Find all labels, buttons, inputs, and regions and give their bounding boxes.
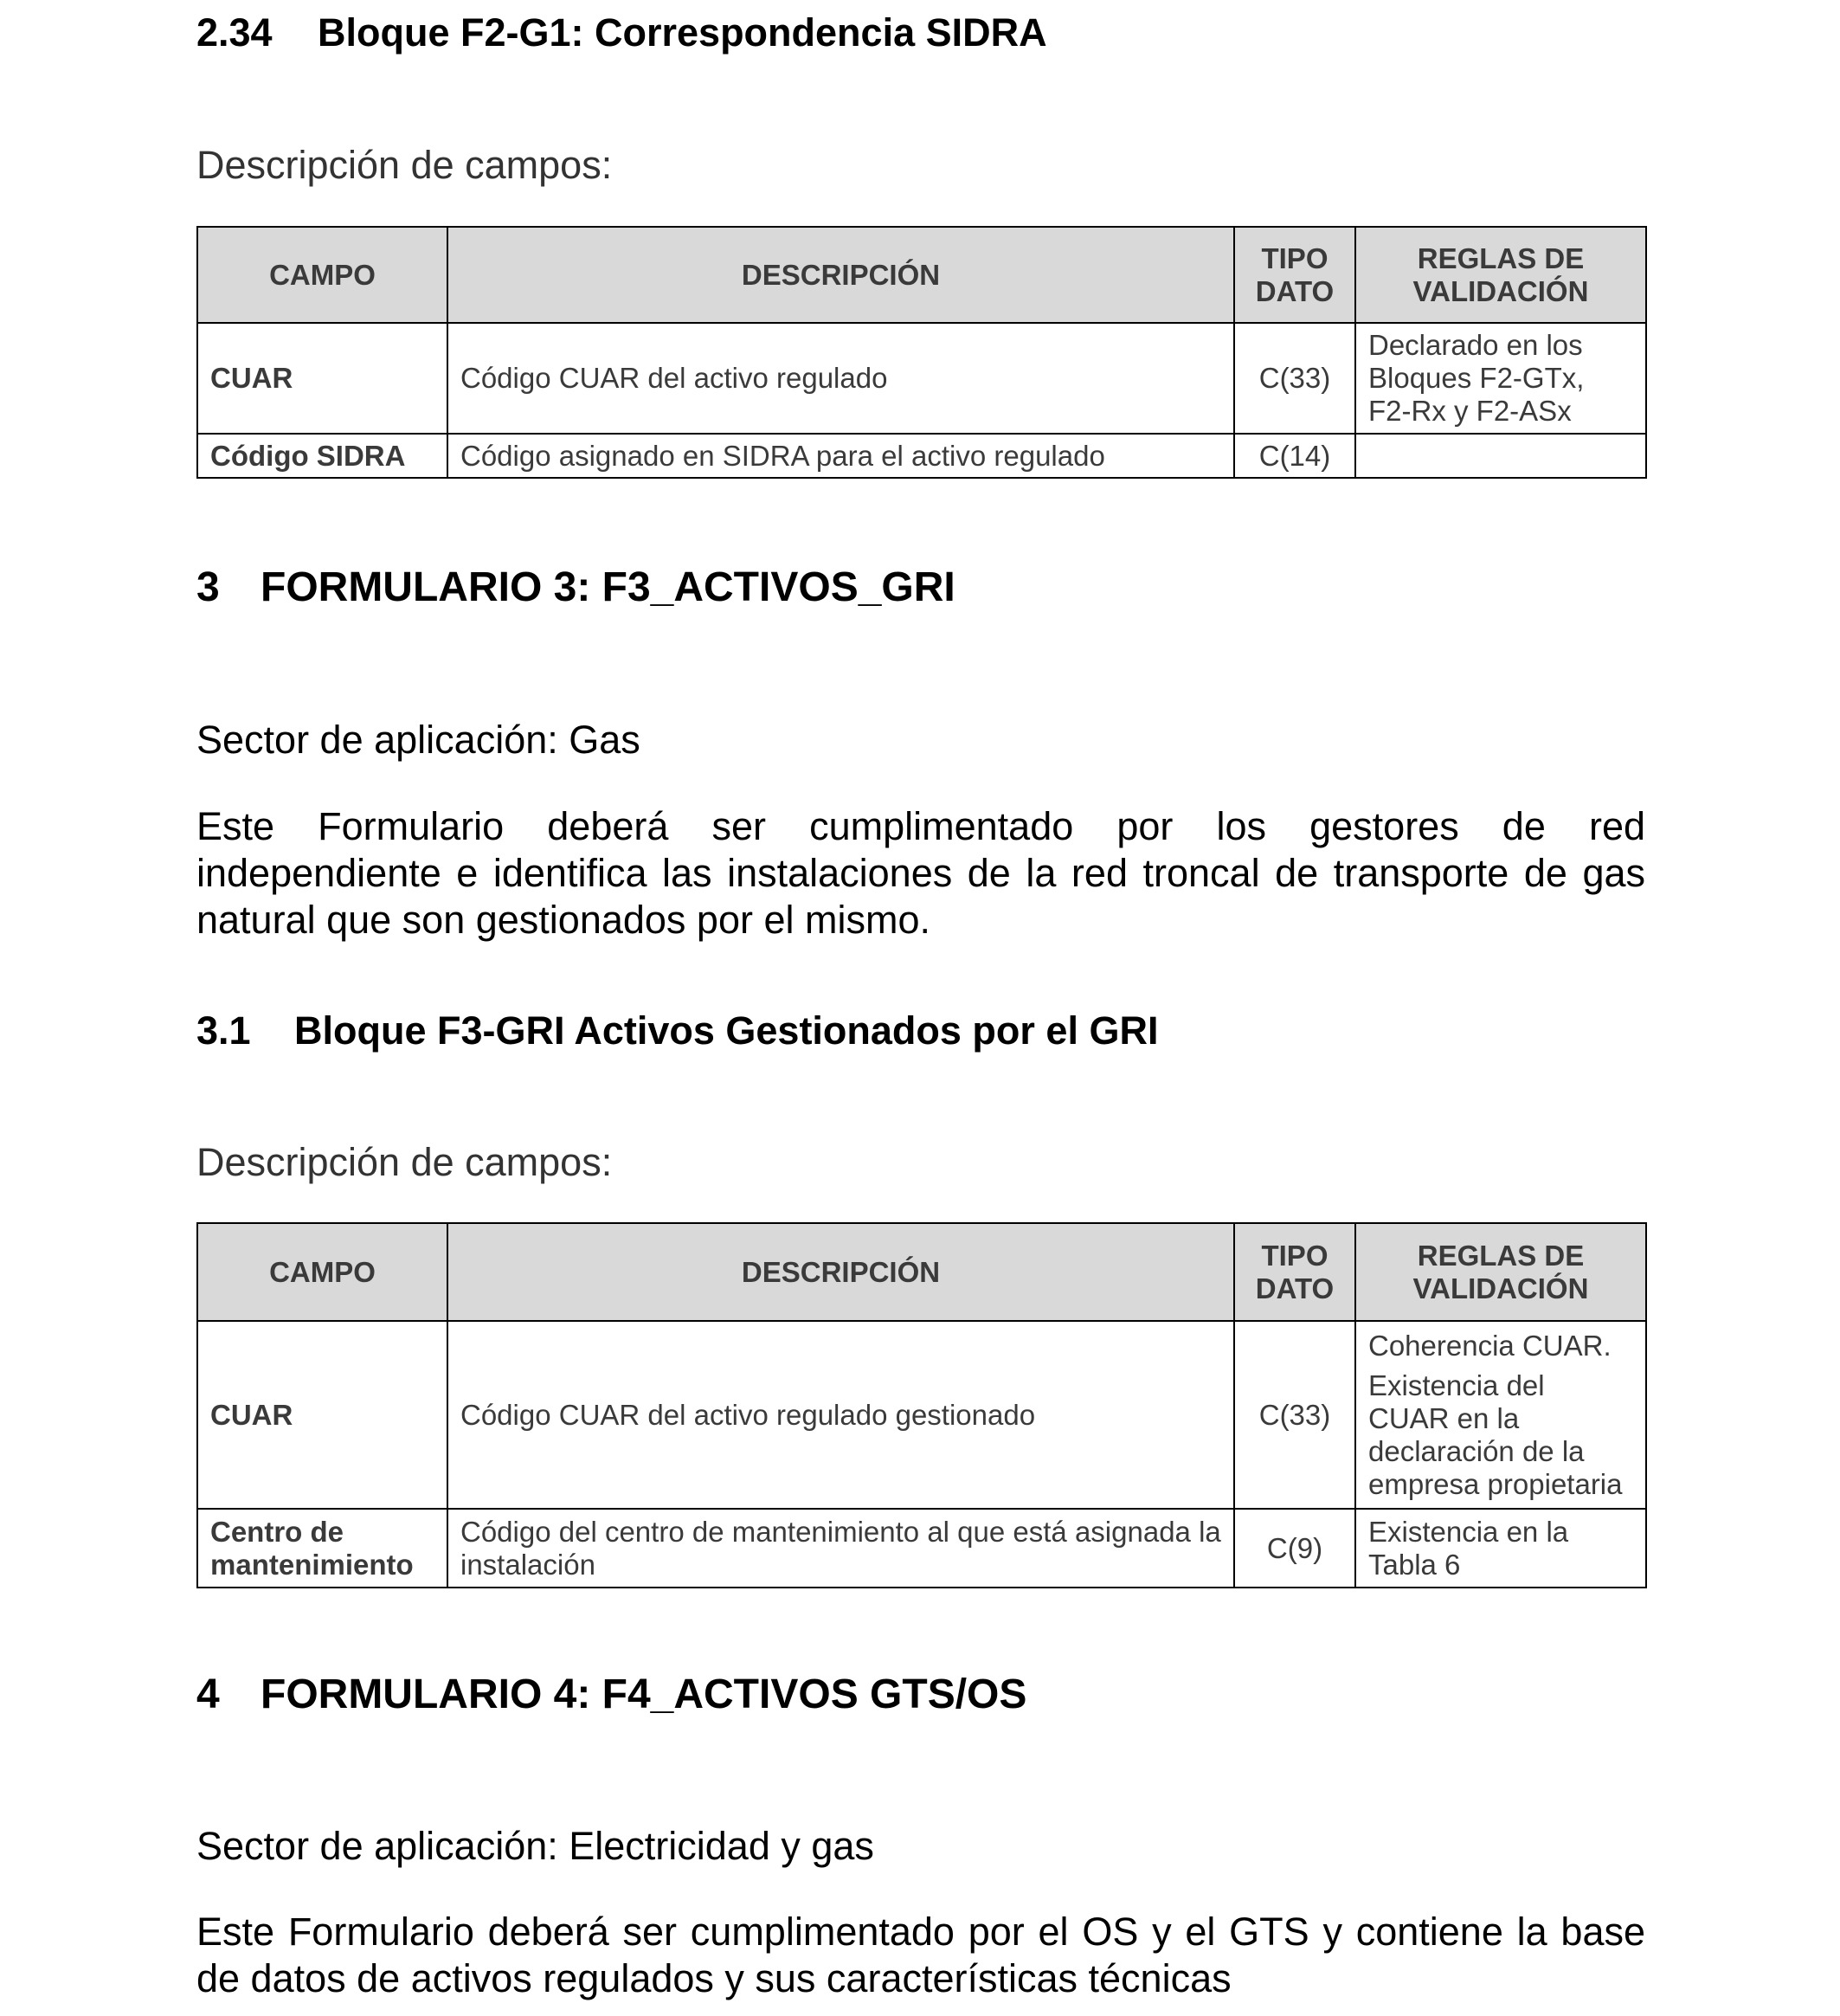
cell-descripcion: Código asignado en SIDRA para el activo regulado [447, 434, 1234, 478]
section-number: 4 [196, 1671, 220, 1717]
section-title: FORMULARIO 4: F4_ACTIVOS GTS/OS [261, 1671, 1027, 1717]
section-heading-3-1 [196, 1008, 1159, 1053]
cell-descripcion: Código CUAR del activo regulado [447, 323, 1234, 434]
table-row [197, 1321, 1646, 1509]
table-row [197, 1509, 1646, 1588]
section-number: 2.34 [196, 10, 273, 55]
table-header-row [197, 227, 1646, 323]
header-descripcion: DESCRIPCIÓN [447, 1223, 1234, 1321]
paragraph-line: independiente e identifica las instalaciones de la red troncal de transporte de gas [196, 851, 1645, 895]
header-descripcion: DESCRIPCIÓN [447, 227, 1234, 323]
cell-descripcion: Código CUAR del activo regulado gestionado [447, 1321, 1234, 1509]
fields-table-f2-g1 [196, 226, 1647, 479]
validation-rule: Declarado en los Bloques F2-GTx, F2-Rx y F2-ASx [1368, 329, 1585, 427]
section-heading-3 [196, 564, 955, 610]
cell-tipo: C(14) [1234, 434, 1355, 478]
validation-rule: Existencia del CUAR en la declaración de la empresa propietaria [1368, 1369, 1623, 1500]
sector-text-4: Sector de aplicación: Electricidad y gas [196, 1824, 874, 1868]
cell-campo: CUAR [197, 1321, 447, 1509]
cell-reglas [1355, 323, 1646, 434]
header-reglas: REGLAS DE VALIDACIÓN [1355, 227, 1646, 323]
cell-tipo: C(33) [1234, 323, 1355, 434]
fields-caption-1: Descripción de campos: [196, 143, 613, 187]
sector-text-3: Sector de aplicación: Gas [196, 718, 640, 762]
fields-caption-2: Descripción de campos: [196, 1140, 613, 1184]
cell-campo: Código SIDRA [197, 434, 447, 478]
cell-tipo: C(9) [1234, 1509, 1355, 1588]
cell-reglas [1355, 434, 1646, 478]
fields-table-f3-gri [196, 1222, 1647, 1588]
cell-campo: Centro de mantenimiento [197, 1509, 447, 1588]
header-campo: CAMPO [197, 1223, 447, 1321]
cell-reglas [1355, 1321, 1646, 1509]
section-heading-4 [196, 1671, 1027, 1717]
table-header-row [197, 1223, 1646, 1321]
validation-rule: Coherencia CUAR. [1368, 1329, 1612, 1362]
table-row [197, 434, 1646, 478]
section-number: 3.1 [196, 1008, 251, 1053]
cell-campo: CUAR [197, 323, 447, 434]
section-heading-2-34 [196, 10, 1047, 55]
section-3-paragraph [196, 803, 1645, 944]
cell-tipo: C(33) [1234, 1321, 1355, 1509]
section-title: Bloque F3-GRI Activos Gestionados por el GRI [294, 1008, 1159, 1053]
section-title: FORMULARIO 3: F3_ACTIVOS_GRI [261, 564, 955, 610]
paragraph-line: Este Formulario deberá ser cumplimentado por el OS y el GTS y contiene la base [196, 1910, 1645, 1954]
header-tipo-dato: TIPO DATO [1234, 1223, 1355, 1321]
section-title: Bloque F2-G1: Correspondencia SIDRA [318, 10, 1047, 55]
cell-descripcion: Código del centro de mantenimiento al que está asignada la instalación [447, 1509, 1234, 1588]
paragraph-line: natural que son gestionados por el mismo. [196, 898, 930, 942]
validation-rule: Existencia en la Tabla 6 [1368, 1515, 1569, 1581]
header-campo: CAMPO [197, 227, 447, 323]
section-number: 3 [196, 564, 220, 610]
paragraph-line: de datos de activos regulados y sus características técnicas [196, 1956, 1232, 2000]
header-reglas: REGLAS DE VALIDACIÓN [1355, 1223, 1646, 1321]
cell-reglas [1355, 1509, 1646, 1588]
section-4-paragraph [196, 1909, 1645, 2002]
header-tipo-dato: TIPO DATO [1234, 227, 1355, 323]
table-row [197, 323, 1646, 434]
paragraph-line: Este Formulario deberá ser cumplimentado por los gestores de red [196, 804, 1645, 848]
